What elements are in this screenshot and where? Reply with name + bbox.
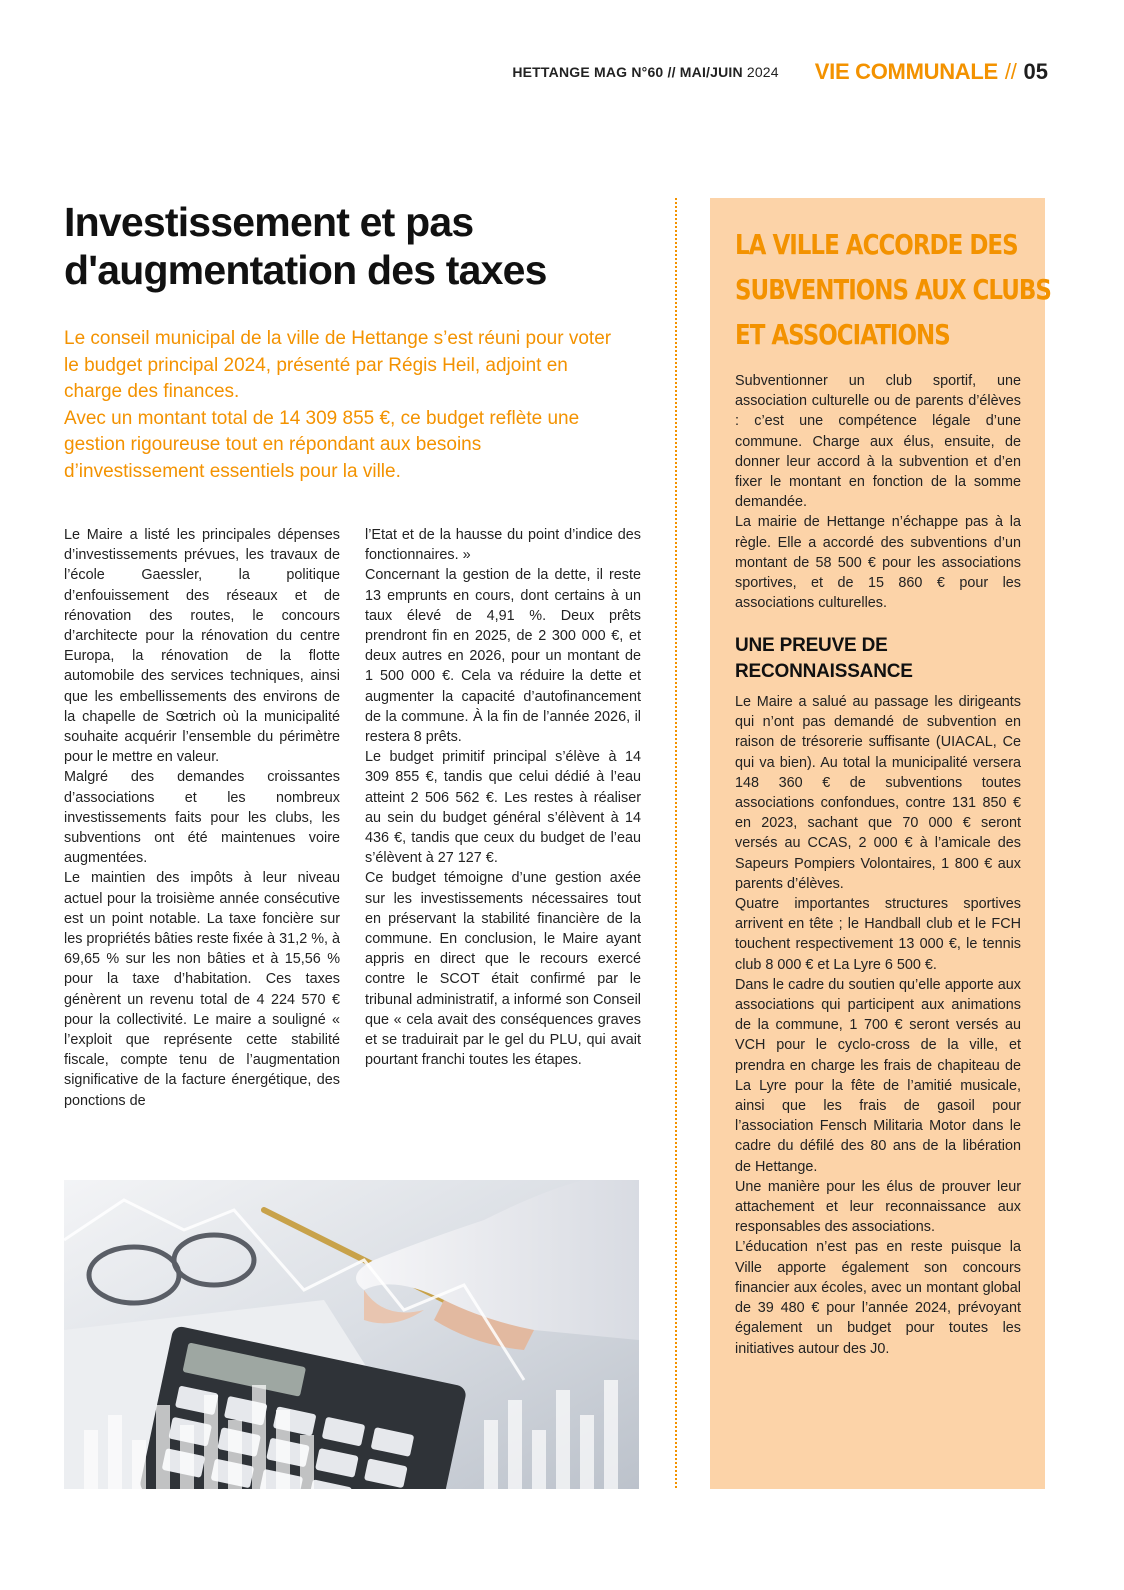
sidebar-paragraph: La mairie de Hettange n’échappe pas à la règle. Elle a accordé des subventions d’un montant de 58 500 € pour les associations sportives, et de 15 860 € pour les associations culturelles. [735, 514, 1021, 612]
sidebar-body [735, 692, 1021, 1359]
calculator-illustration [64, 1180, 639, 1489]
subsidies-sidebar [710, 198, 1051, 1489]
sidebar-paragraph: Quatre importantes structures sportives arrivent en tête ; le Handball club et le FCH touchent respectivement 13 000 €, le tennis club 8 000 € et La Lyre 6 500 €. [735, 896, 1021, 973]
sidebar-paragraph: Une manière pour les élus de prouver leur attachement et leur reconnaissance aux responsables des associations. [735, 1178, 1021, 1236]
page-header [512, 57, 1048, 87]
sidebar-paragraph: L’éducation n’est pas en reste puisque la Ville apporte également son concours financier aux écoles, avec un montant global de 39 480 € pour l’année 2024, prévoyant également un budget pour toutes les initiatives autour des J0. [735, 1239, 1021, 1357]
sidebar-paragraph: Subventionner un club sportif, une association culturelle ou de parents d’élèves : c’est une compétence légale d’une commune. Charge aux élus, ensuite, de donner leur accord à la subvention et d’en fixer le montant en fonction de la somme demandée. [735, 373, 1021, 511]
lead-paragraph: Le conseil municipal de la ville de Hettange s’est réuni pour voter le budget principal 2024, présenté par Régis Heil, adjoint en charge des finances. [64, 328, 612, 402]
sidebar-title: LA VILLE ACCORDE DES SUBVENTIONS AUX CLUBS ET ASSOCIATIONS [735, 228, 1051, 351]
lead-paragraph: Avec un montant total de 14 309 855 €, ce budget reflète une gestion rigoureuse tout en répondant aux besoins d’investissement essentiels pour la ville. [64, 407, 580, 482]
article-column-left [64, 525, 340, 1111]
section-title: VIE COMMUNALE // [814, 59, 1017, 84]
body-paragraph: Le Maire a listé les principales dépenses d’investissements prévues, les travaux de l’école Gaessler, la politique d’enfouissement des réseaux et de rénovation des routes, le concours d’architecte pour la rénovation du centre Europa, la rénovation de la flotte automobile des services techniques, ainsi que les embellissements des environs de la chapelle de Sœtrich où la municipalité souhaite acquérir l’ensemble du périmètre pour le mettre en valeur. [64, 527, 340, 766]
page-number: 05 [1023, 59, 1048, 84]
body-paragraph: Concernant la gestion de la dette, il reste 13 emprunts en cours, dont certains à un taux élevé de 4,91 %. Deux prêts prendront fin en 2025, de 2 300 000 €, et deux autres en 2026, pour un montant de 1 500 000 €. Cela va réduire la dette et augmenter la capacité d’autofinancement de la commune. À la fin de l’année 2026, il restera 8 prêts. [365, 567, 641, 746]
article-column-middle [365, 525, 641, 1070]
sidebar-subtitle: UNE PREUVE DE RECONNAISSANCE [735, 635, 913, 682]
calculator-photo [64, 1180, 639, 1489]
body-paragraph: l’Etat et de la hausse du point d’indice des fonctionnaires. » [365, 527, 641, 564]
sidebar-paragraph: Dans le cadre du soutien qu’elle apporte aux associations qui participent aux animations de la commune, 1 700 € seront versés au VCH pour le cyclo-cross de la ville, et prendra en charge les frais de chapiteau de La Lyre pour la fête de l’amitié musicale, ainsi que les frais de gasoil pour l’association Fensch Militaria Motor dans le cadre du défilé des 80 ans de la libération de Hettange. [735, 976, 1021, 1175]
body-paragraph: Le budget primitif principal s’élève à 14 309 855 €, tandis que celui dédié à l’eau atteint 2 506 562 €. Les restes à réaliser au sein du budget général s’élèvent à 14 436 €, tandis que ceux du budget de l’eau s’élèvent à 27 127 €. [365, 749, 641, 867]
body-paragraph: Malgré des demandes croissantes d’associations et les nombreux investissements faits pour les clubs, les subventions ont été maintenues voire augmentées. [64, 769, 340, 867]
article-title: Investissement et pas d'augmentation des taxes [64, 199, 547, 293]
body-paragraph: Le maintien des impôts à leur niveau actuel pour la troisième année consécutive est un point notable. La taxe foncière sur les propriétés bâties reste fixée à 31,2 %, à 69,65 % sur les non bâties et à 15,56 % pour la taxe d’habitation. Ces taxes génèrent un revenu total de 4 224 570 € pour la collectivité. Le maire a souligné « l’exploit que représente cette stabilité fiscale, compte tenu de l’augmentation significative de la facture énergétique, des ponctions de [64, 870, 340, 1109]
body-paragraph: Ce budget témoigne d’une gestion axée sur les investissements nécessaires tout en préservant la stabilité financière de la commune. En conclusion, le Maire ayant appris en direct que le recours exercé contre le SCOT était confirmé par le tribunal administratif, a informé son Conseil que « cela avait des conséquences graves et se traduirait par le gel du PLU, qui avait pourtant franchi toutes les étapes. [365, 870, 641, 1069]
magazine-issue: HETTANGE MAG N°60 // MAI/JUIN 2024 [512, 64, 779, 80]
article-lead [64, 326, 624, 485]
sidebar-intro [735, 371, 1021, 613]
column-divider [675, 198, 677, 1488]
sidebar-paragraph: Le Maire a salué au passage les dirigeants qui n’ont pas demandé de subvention en raison de trésorerie suffisante (UIACAL, Ce qui va bien). Au total la municipalité versera 148 360 € de subventions toutes associations confondues, contre 131 850 € en 2023, sachant que 70 000 € seront versés au CCAS, 2 000 € à l’amicale des Sapeurs Pompiers Volontaires, 1 800 € aux parents d’élèves. [735, 694, 1021, 892]
